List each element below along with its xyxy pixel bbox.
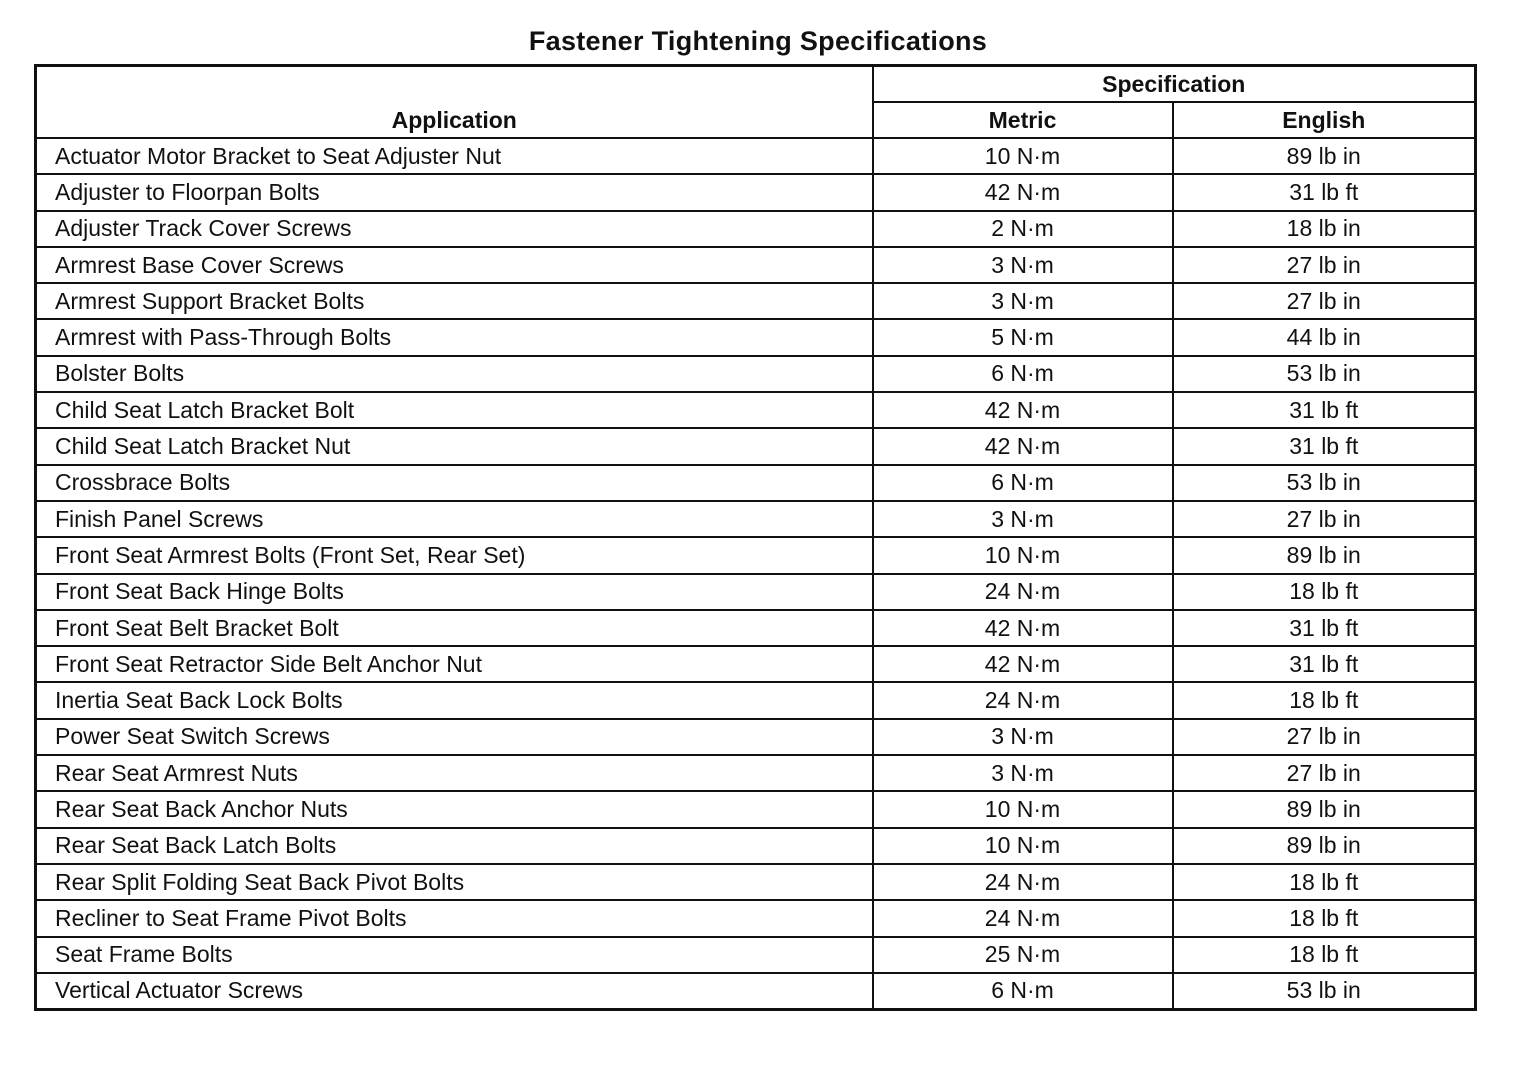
table-row (36, 937, 1476, 973)
application-cell: Rear Seat Back Anchor Nuts (36, 791, 873, 827)
application-cell: Recliner to Seat Frame Pivot Bolts (36, 900, 873, 936)
table-row (36, 719, 1476, 755)
table-row (36, 356, 1476, 392)
english-cell: 18 lb ft (1173, 937, 1476, 973)
english-cell: 31 lb ft (1173, 174, 1476, 210)
metric-cell: 42 N·m (873, 428, 1173, 464)
application-cell: Rear Seat Back Latch Bolts (36, 828, 873, 864)
specification-column-header: Specification (873, 66, 1476, 103)
application-cell: Armrest with Pass-Through Bolts (36, 319, 873, 355)
metric-cell: 42 N·m (873, 610, 1173, 646)
application-cell: Front Seat Armrest Bolts (Front Set, Rear Set) (36, 537, 873, 573)
english-cell: 89 lb in (1173, 791, 1476, 827)
metric-cell: 42 N·m (873, 392, 1173, 428)
metric-cell: 24 N·m (873, 900, 1173, 936)
english-cell: 31 lb ft (1173, 392, 1476, 428)
application-column-header: Application (36, 66, 873, 139)
english-cell: 27 lb in (1173, 247, 1476, 283)
metric-cell: 3 N·m (873, 247, 1173, 283)
fastener-spec-table (34, 64, 1477, 1011)
application-cell: Front Seat Belt Bracket Bolt (36, 610, 873, 646)
table-row (36, 791, 1476, 827)
english-cell: 18 lb ft (1173, 682, 1476, 718)
english-cell: 31 lb ft (1173, 610, 1476, 646)
application-cell: Rear Split Folding Seat Back Pivot Bolts (36, 864, 873, 900)
metric-cell: 3 N·m (873, 755, 1173, 791)
table-row (36, 610, 1476, 646)
application-cell: Actuator Motor Bracket to Seat Adjuster Nut (36, 138, 873, 174)
metric-cell: 42 N·m (873, 174, 1173, 210)
metric-cell: 10 N·m (873, 138, 1173, 174)
table-row (36, 392, 1476, 428)
metric-cell: 10 N·m (873, 828, 1173, 864)
application-cell: Finish Panel Screws (36, 501, 873, 537)
table-row (36, 828, 1476, 864)
metric-cell: 42 N·m (873, 646, 1173, 682)
table-row (36, 465, 1476, 501)
metric-cell: 24 N·m (873, 574, 1173, 610)
application-cell: Seat Frame Bolts (36, 937, 873, 973)
table-row (36, 138, 1476, 174)
english-cell: 89 lb in (1173, 537, 1476, 573)
english-cell: 27 lb in (1173, 719, 1476, 755)
metric-cell: 24 N·m (873, 864, 1173, 900)
table-row (36, 247, 1476, 283)
english-cell: 27 lb in (1173, 501, 1476, 537)
table-row (36, 537, 1476, 573)
table-row (36, 174, 1476, 210)
table-row (36, 900, 1476, 936)
english-cell: 53 lb in (1173, 465, 1476, 501)
table-row (36, 211, 1476, 247)
table-row (36, 864, 1476, 900)
english-cell: 18 lb ft (1173, 900, 1476, 936)
metric-column-header: Metric (873, 102, 1173, 138)
english-cell: 18 lb ft (1173, 574, 1476, 610)
metric-cell: 3 N·m (873, 283, 1173, 319)
application-cell: Rear Seat Armrest Nuts (36, 755, 873, 791)
english-cell: 18 lb in (1173, 211, 1476, 247)
application-cell: Armrest Base Cover Screws (36, 247, 873, 283)
metric-cell: 6 N·m (873, 465, 1173, 501)
english-cell: 89 lb in (1173, 138, 1476, 174)
application-cell: Child Seat Latch Bracket Bolt (36, 392, 873, 428)
application-cell: Front Seat Retractor Side Belt Anchor Nut (36, 646, 873, 682)
table-row (36, 501, 1476, 537)
table-row (36, 682, 1476, 718)
application-cell: Power Seat Switch Screws (36, 719, 873, 755)
english-cell: 31 lb ft (1173, 646, 1476, 682)
metric-cell: 6 N·m (873, 973, 1173, 1010)
table-row (36, 319, 1476, 355)
metric-cell: 3 N·m (873, 719, 1173, 755)
metric-cell: 5 N·m (873, 319, 1173, 355)
page-title: Fastener Tightening Specifications (528, 26, 988, 56)
english-cell: 27 lb in (1173, 755, 1476, 791)
application-cell: Adjuster Track Cover Screws (36, 211, 873, 247)
metric-cell: 6 N·m (873, 356, 1173, 392)
english-column-header: English (1173, 102, 1476, 138)
application-cell: Adjuster to Floorpan Bolts (36, 174, 873, 210)
application-cell: Vertical Actuator Screws (36, 973, 873, 1010)
metric-cell: 10 N·m (873, 791, 1173, 827)
english-cell: 53 lb in (1173, 356, 1476, 392)
application-cell: Armrest Support Bracket Bolts (36, 283, 873, 319)
application-cell: Bolster Bolts (36, 356, 873, 392)
metric-cell: 3 N·m (873, 501, 1173, 537)
english-cell: 31 lb ft (1173, 428, 1476, 464)
english-cell: 53 lb in (1173, 973, 1476, 1010)
metric-cell: 24 N·m (873, 682, 1173, 718)
application-cell: Crossbrace Bolts (36, 465, 873, 501)
application-cell: Child Seat Latch Bracket Nut (36, 428, 873, 464)
english-cell: 18 lb ft (1173, 864, 1476, 900)
application-cell: Inertia Seat Back Lock Bolts (36, 682, 873, 718)
english-cell: 27 lb in (1173, 283, 1476, 319)
table-row (36, 755, 1476, 791)
table-header (36, 66, 1476, 139)
application-cell: Front Seat Back Hinge Bolts (36, 574, 873, 610)
table-row (36, 973, 1476, 1010)
table-row (36, 646, 1476, 682)
english-cell: 44 lb in (1173, 319, 1476, 355)
metric-cell: 25 N·m (873, 937, 1173, 973)
table-row (36, 283, 1476, 319)
table-row (36, 574, 1476, 610)
english-cell: 89 lb in (1173, 828, 1476, 864)
table-body (36, 138, 1476, 1010)
table-row (36, 428, 1476, 464)
metric-cell: 2 N·m (873, 211, 1173, 247)
metric-cell: 10 N·m (873, 537, 1173, 573)
